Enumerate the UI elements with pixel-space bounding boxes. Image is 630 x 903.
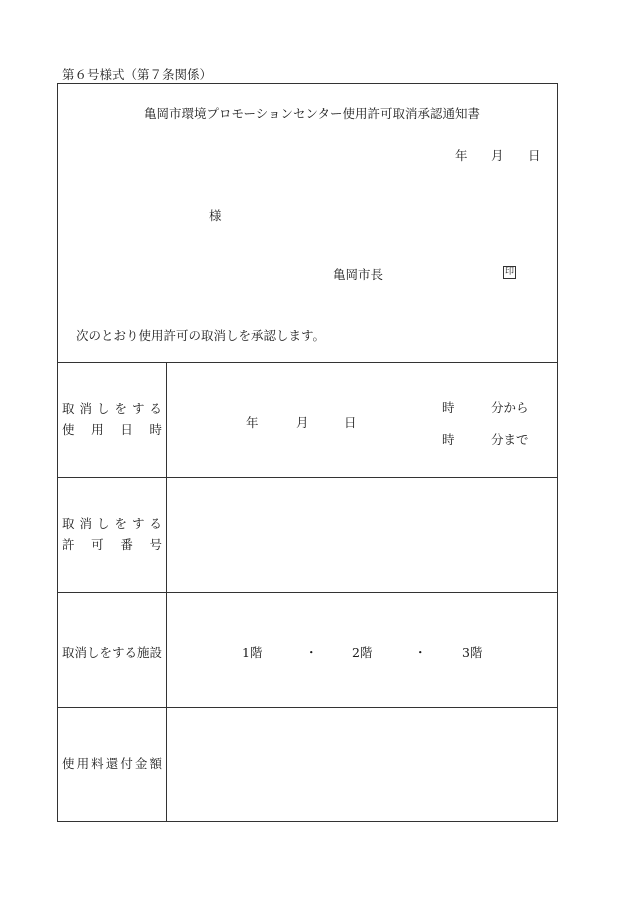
floor-separator: ・ [414,645,427,660]
label-char: 料 [91,756,104,771]
label-char: 付 [120,756,133,771]
label-char: 還 [105,756,119,771]
label-char: を [114,516,127,531]
time-from-minute: 分から [491,400,529,415]
label-char: 取 [62,516,75,531]
label-char: 消 [79,401,92,416]
label-char: 額 [149,756,162,771]
label-char: 可 [91,536,104,552]
label-char: る [149,401,162,416]
label-char: 使 [62,756,75,771]
divider-row3 [57,707,558,708]
label-char: す [131,401,145,416]
document-title: 亀岡市環境プロモーションセンター使用許可取消承認通知書 [144,106,481,121]
floor-separator: ・ [305,645,318,660]
usage-month: 月 [296,415,309,430]
divider-row1 [57,477,558,478]
label-char: 許 [62,536,75,552]
label-char: 番 [120,536,133,552]
issuer-name: 亀岡市長 [333,267,384,282]
label-line-1 [62,403,162,416]
label-char: 消 [79,516,92,531]
label-usage-datetime [62,403,162,436]
label-char: を [114,401,127,416]
label-line-1 [62,518,162,531]
floor-3-option: 3階 [462,645,483,660]
label-char: し [96,516,110,531]
usage-year: 年 [246,415,259,430]
floor-1-option: 1階 [242,645,263,660]
form-number: 第６号様式（第７条関係） [62,67,213,82]
label-permit-number [62,518,162,551]
label-char: 時 [149,421,162,437]
label-char: 号 [149,536,162,552]
usage-day: 日 [344,415,357,430]
label-char: 取 [62,401,75,416]
date-year: 年 [455,148,468,163]
column-divider [166,362,167,822]
label-line-1 [62,758,162,771]
label-char: る [149,516,162,531]
label-char: 使 [62,421,75,437]
statement-text: 次のとおり使用許可の取消しを承認します。 [76,328,326,343]
addressee-suffix: 様 [209,208,222,223]
label-line-2 [62,421,162,437]
date-month: 月 [491,148,504,163]
label-char: す [131,516,145,531]
time-to-minute: 分まで [491,432,529,447]
label-facility: 取消しをする施設 [62,645,163,660]
label-char: 用 [76,756,90,771]
divider-header [57,362,558,363]
form-frame [57,83,558,822]
label-char: 日 [120,421,133,437]
divider-row2 [57,592,558,593]
label-char: 金 [134,756,148,771]
label-char: し [96,401,110,416]
seal-mark: 印 [504,267,514,277]
date-day: 日 [528,148,541,163]
time-from-hour: 時 [442,400,455,415]
label-refund-amount [62,758,162,771]
label-char: 用 [91,421,104,437]
time-to-hour: 時 [442,432,455,447]
floor-2-option: 2階 [352,645,373,660]
label-line-2 [62,536,162,552]
